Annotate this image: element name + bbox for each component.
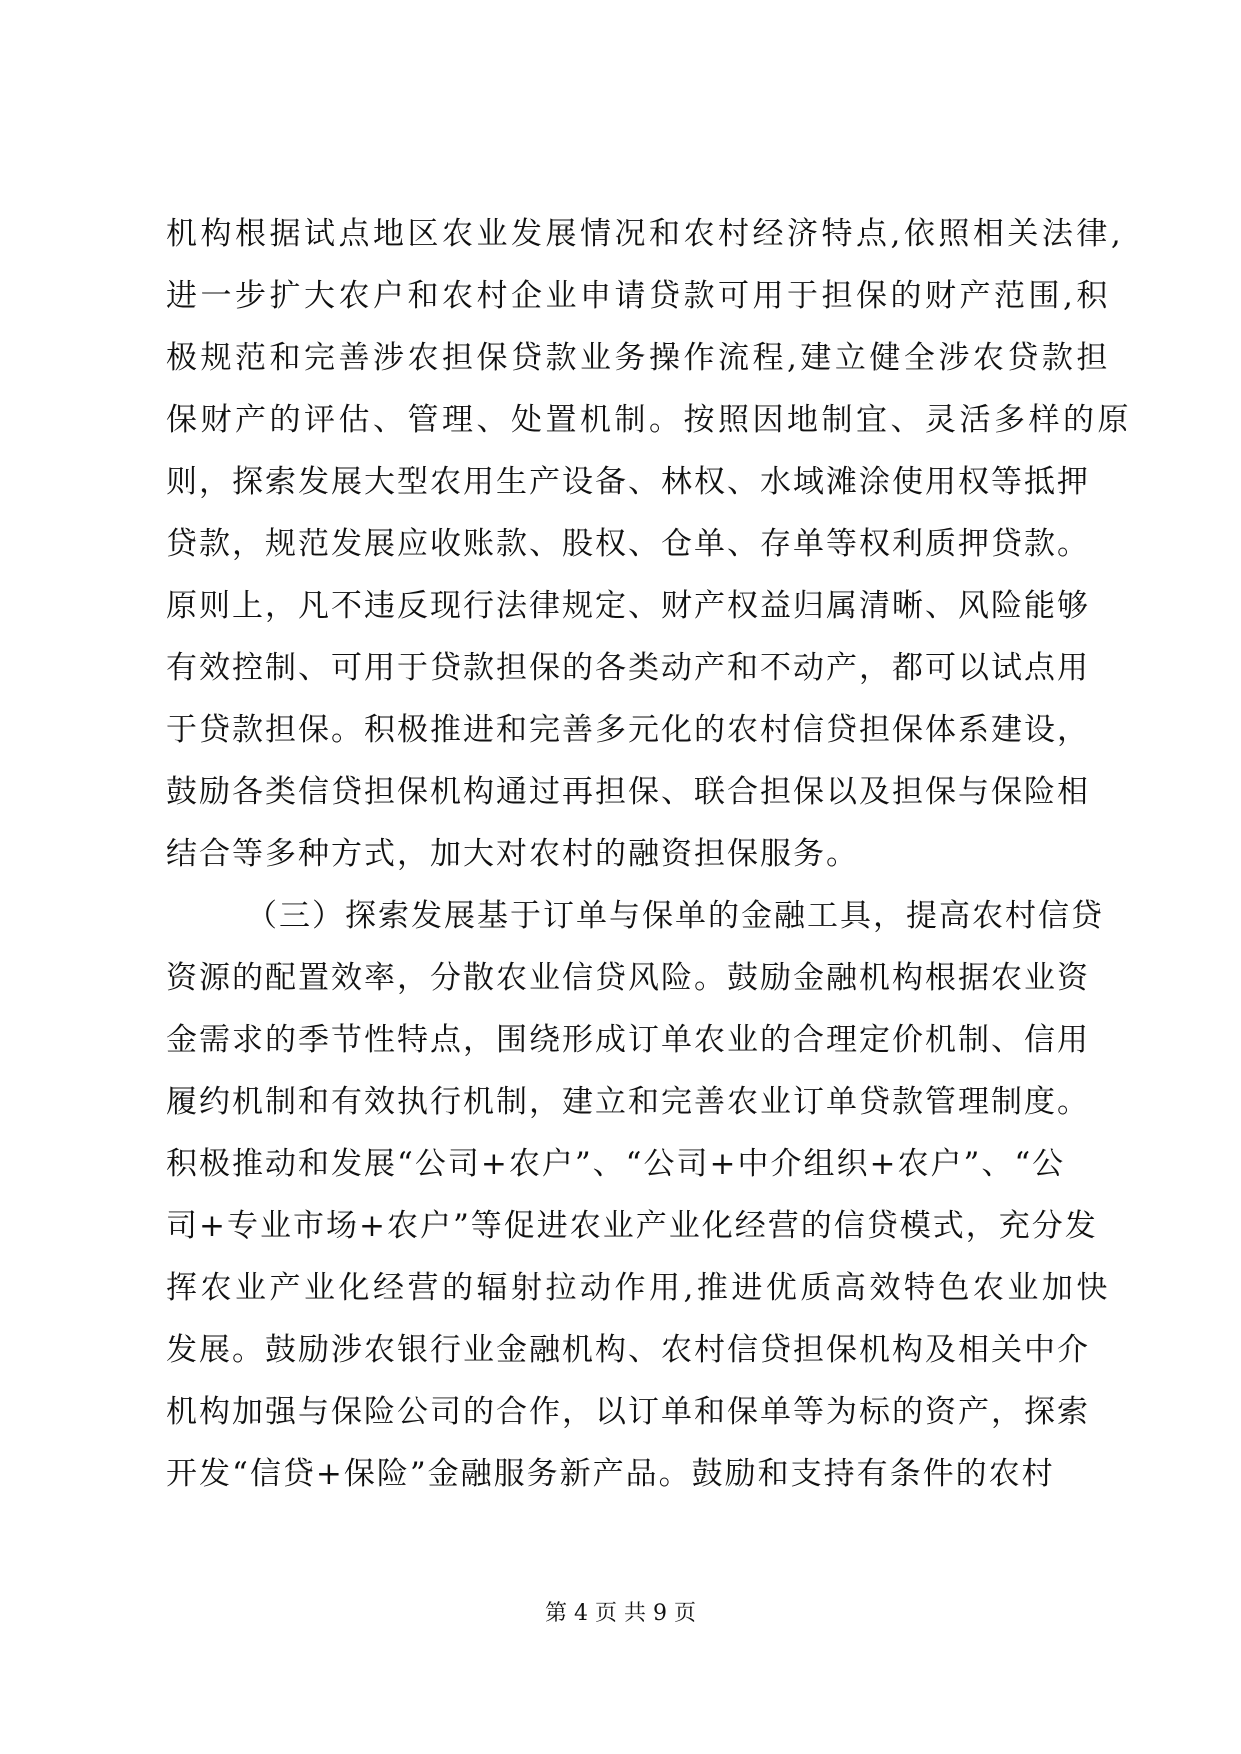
text-line: 挥农业产业化经营的辐射拉动作用,推进优质高效特色农业加快 xyxy=(166,1270,1111,1306)
text-line: 积极推动和发展“公司+农户”、“公司+中介组织+农户”、“公 xyxy=(166,1146,1066,1182)
page-number-footer: 第 4 页 共 9 页 xyxy=(545,1601,696,1626)
text-line: 于贷款担保。积极推进和完善多元化的农村信贷担保体系建设， xyxy=(166,712,1090,748)
text-line: 资源的配置效率，分散农业信贷风险。鼓励金融机构根据农业资 xyxy=(166,960,1090,996)
text-line: 发展。鼓励涉农银行业金融机构、农村信贷担保机构及相关中介 xyxy=(166,1332,1090,1368)
text-line: 金需求的季节性特点，围绕形成订单农业的合理定价机制、信用 xyxy=(166,1022,1090,1058)
paragraph-heading-line: （三）探索发展基于订单与保单的金融工具，提高农村信贷 xyxy=(246,898,1104,934)
text-line: 保财产的评估、管理、处置机制。按照因地制宜、灵活多样的原 xyxy=(166,402,1132,438)
text-line: 机构加强与保险公司的合作，以订单和保单等为标的资产，探索 xyxy=(166,1394,1090,1430)
text-line: 机构根据试点地区农业发展情况和农村经济特点,依照相关法律, xyxy=(166,216,1125,252)
text-line: 进一步扩大农户和农村企业申请贷款可用于担保的财产范围,积 xyxy=(166,278,1111,314)
text-line: 司+专业市场+农户”等促进农业产业化经营的信贷模式，充分发 xyxy=(166,1208,1098,1244)
text-line: 开发“信贷+保险”金融服务新产品。鼓励和支持有条件的农村 xyxy=(166,1456,1055,1492)
text-line: 鼓励各类信贷担保机构通过再担保、联合担保以及担保与保险相 xyxy=(166,774,1090,810)
text-line: 原则上，凡不违反现行法律规定、财产权益归属清晰、风险能够 xyxy=(166,588,1090,624)
text-line: 极规范和完善涉农担保贷款业务操作流程,建立健全涉农贷款担 xyxy=(166,340,1111,376)
text-line: 贷款，规范发展应收账款、股权、仓单、存单等权利质押贷款。 xyxy=(166,526,1090,562)
text-line: 履约机制和有效执行机制，建立和完善农业订单贷款管理制度。 xyxy=(166,1084,1090,1120)
text-line: 结合等多种方式，加大对农村的融资担保服务。 xyxy=(166,836,859,872)
body-text xyxy=(166,203,1132,1505)
text-line: 有效控制、可用于贷款担保的各类动产和不动产，都可以试点用 xyxy=(166,650,1090,686)
text-line: 则，探索发展大型农用生产设备、林权、水域滩涂使用权等抵押 xyxy=(166,464,1090,500)
